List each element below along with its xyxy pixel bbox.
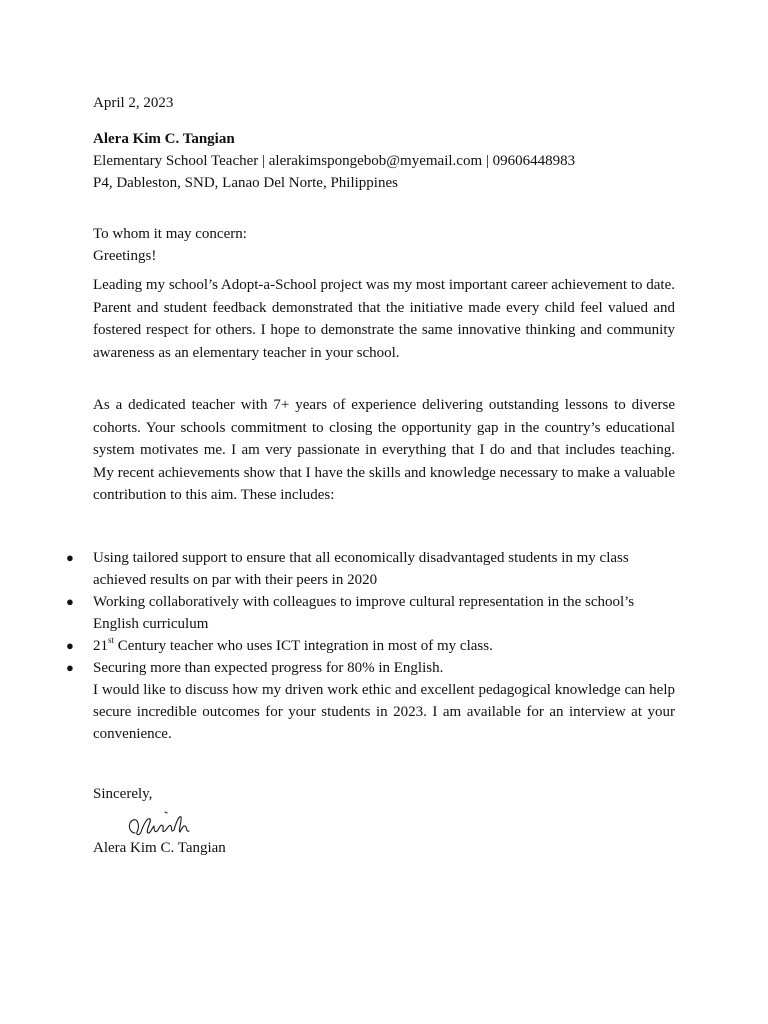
greeting: Greetings! bbox=[93, 248, 157, 264]
list-item bbox=[66, 634, 675, 657]
list-item-ordinal: st bbox=[108, 634, 115, 645]
list-item bbox=[66, 591, 675, 635]
closing-paragraph: I would like to discuss how my driven work ethic and excellent pedagogical knowledge can help secure incredible outcomes for your students in 2023. I am available for an interview at your convenience. bbox=[93, 681, 675, 742]
signer-name: Alera Kim C. Tangian bbox=[93, 839, 226, 856]
bullet-icon: ● bbox=[66, 549, 74, 565]
paragraph-intro: Leading my school’s Adopt-a-School project was my most important career achievement to date. Parent and student feedback demonstrated that the initiative made every child feel valued and fostered respect for others. I hope to demonstrate the same innovative thinking and community awareness as an elementary teacher in your school. bbox=[93, 277, 675, 361]
letter-date: April 2, 2023 bbox=[93, 95, 174, 111]
list-item bbox=[66, 547, 675, 591]
list-item-text: Century teacher who uses ICT integration in most of my class. bbox=[114, 637, 493, 654]
sender-name: Alera Kim C. Tangian bbox=[93, 131, 235, 147]
salutation: To whom it may concern: bbox=[93, 226, 247, 242]
list-item bbox=[66, 657, 675, 679]
list-item-text: Using tailored support to ensure that all economically disadvantaged students in my class achieved results on par with their peers in 2020 bbox=[93, 549, 629, 588]
sign-off: Sincerely, bbox=[93, 785, 153, 802]
bullet-icon: ● bbox=[66, 659, 74, 675]
list-item-text: Securing more than expected progress for 80% in English. bbox=[93, 659, 444, 676]
letter-page bbox=[66, 92, 675, 859]
list-item-number: 21 bbox=[93, 637, 108, 654]
bullet-icon: ● bbox=[66, 593, 74, 609]
list-item-text: Working collaboratively with colleagues to improve cultural representation in the school’s English curriculum bbox=[93, 593, 635, 632]
paragraph-experience: As a dedicated teacher with 7+ years of experience delivering outstanding lessons to diverse cohorts. Your schools commitment to closing the opportunity gap in the country’s educational system motivates me. I am very passionate in everything that I do and that includes teaching. My recent achievements show that I have the skills and knowledge necessary to make a valuable contribution to this aim. These includes: bbox=[93, 397, 675, 503]
sender-contact: Elementary School Teacher | alerakimspongebob@myemail.com | 09606448983 bbox=[93, 153, 576, 169]
bullet-icon: ● bbox=[66, 637, 74, 653]
achievements-list bbox=[66, 547, 675, 679]
sender-address: P4, Dableston, SND, Lanao Del Norte, Philippines bbox=[93, 175, 398, 191]
